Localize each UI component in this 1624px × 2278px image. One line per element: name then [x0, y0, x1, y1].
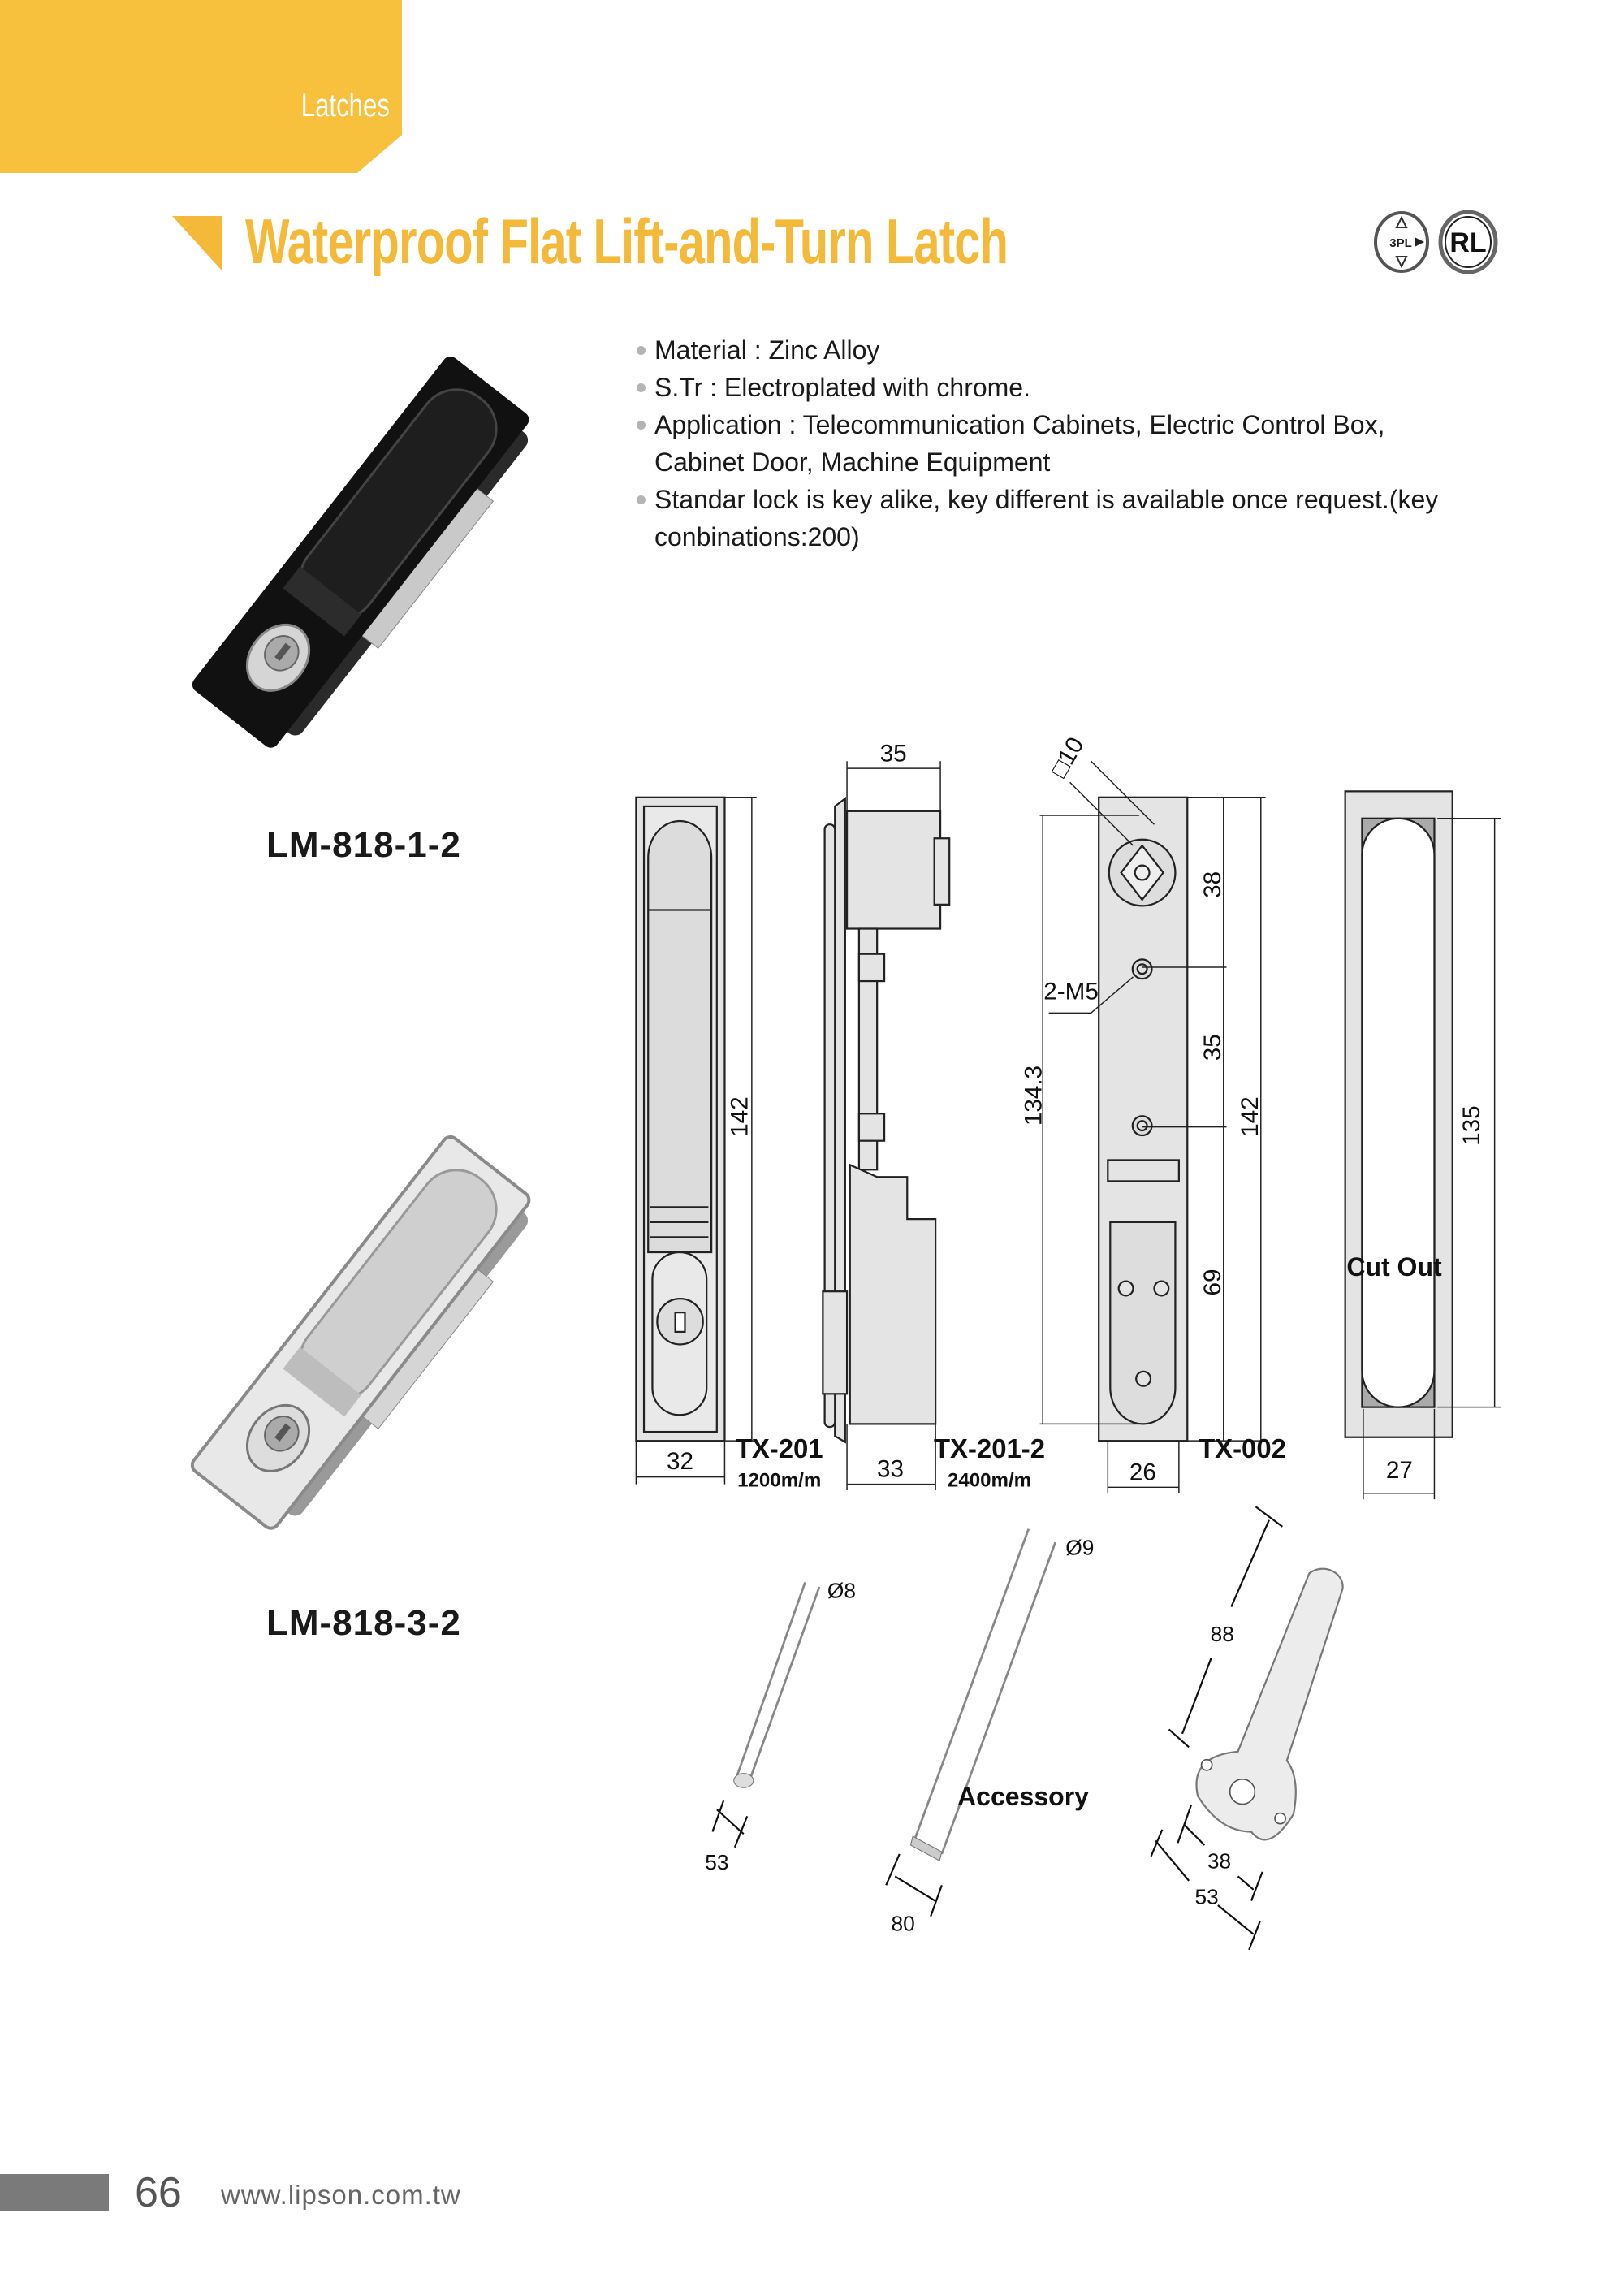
product-photo-black: [172, 336, 562, 779]
front-view: [636, 798, 724, 1441]
accessory-length: 1200m/m: [737, 1469, 822, 1492]
product-photo-chrome: [172, 1114, 562, 1561]
dim-overall: 134.3: [1020, 1065, 1047, 1126]
title-marker-icon: [172, 216, 222, 271]
cert-3pl-text: 3PL: [1389, 236, 1412, 250]
certification-logos: [1372, 210, 1502, 274]
footer-bar: [0, 2174, 109, 2211]
dim-cutout-height: 135: [1458, 1105, 1486, 1146]
dim-seg2: 35: [1199, 1034, 1227, 1061]
accessories: [690, 1413, 1380, 1936]
accessory-diameter: Ø8: [827, 1578, 857, 1603]
spec-key-note: Standar lock is key alike, key different is available once request.(key conbinations:200): [637, 481, 1481, 555]
page-title: Waterproof Flat Lift-and-Turn Latch: [245, 205, 1009, 277]
product-model-label: LM-818-1-2: [266, 825, 461, 865]
accessory-model: TX-201: [735, 1433, 823, 1463]
dim-seg1: 38: [1199, 871, 1227, 898]
accessory-width: 80: [891, 1911, 915, 1936]
accessory-width: 53: [705, 1850, 729, 1875]
dim-seg3: 69: [1199, 1269, 1227, 1296]
dim-back-width: 26: [1129, 1459, 1156, 1486]
accessory-length: 88: [1210, 1621, 1234, 1646]
accessory-inner: 38: [1207, 1848, 1232, 1874]
dim-back-height: 142: [1237, 1096, 1264, 1137]
accessory-length: 2400m/m: [947, 1469, 1032, 1492]
accessory-diameter: Ø9: [1065, 1535, 1095, 1560]
cutout-label: Cut Out: [1346, 1252, 1442, 1282]
3pl-cert-icon: [1376, 213, 1427, 271]
dim-cutout-width: 27: [1385, 1457, 1413, 1485]
dim-front-width: 32: [667, 1448, 694, 1476]
accessory-label: Accessory: [957, 1782, 1089, 1811]
dim-square: □10: [1045, 733, 1090, 782]
spec-surface-treatment: S.Tr : Electroplated with chrome.: [637, 369, 1481, 406]
dim-side-bottom: 33: [876, 1455, 904, 1483]
side-view: [823, 798, 949, 1442]
spec-material: Material : Zinc Alloy: [637, 331, 1481, 369]
cutout-view: [1345, 791, 1453, 1437]
accessory-model: TX-002: [1199, 1433, 1286, 1463]
rl-cert-icon: [1440, 212, 1496, 272]
product-model-label: LM-818-3-2: [266, 1603, 461, 1643]
wrench-icon: [1196, 1569, 1342, 1840]
dim-front-height: 142: [726, 1096, 754, 1137]
spec-list: [637, 331, 1481, 555]
spec-application: Application : Telecommunication Cabinets, Electric Control Box, Cabinet Door, Machine Equipment: [637, 406, 1481, 481]
dim-thread: 2-M5: [1043, 978, 1099, 1005]
accessory-outer: 53: [1194, 1884, 1219, 1909]
accessory-model: TX-201-2: [933, 1433, 1046, 1463]
page-number: 66: [135, 2169, 182, 2216]
back-view: [1099, 798, 1187, 1441]
dim-side-top: 35: [879, 740, 907, 767]
section-tab: [0, 0, 402, 173]
cert-rl-text: RL: [1449, 227, 1487, 258]
rod-icon: [737, 1582, 806, 1776]
section-tab-label: Latches: [300, 88, 390, 123]
website-url: www.lipson.com.tw: [221, 2180, 461, 2210]
